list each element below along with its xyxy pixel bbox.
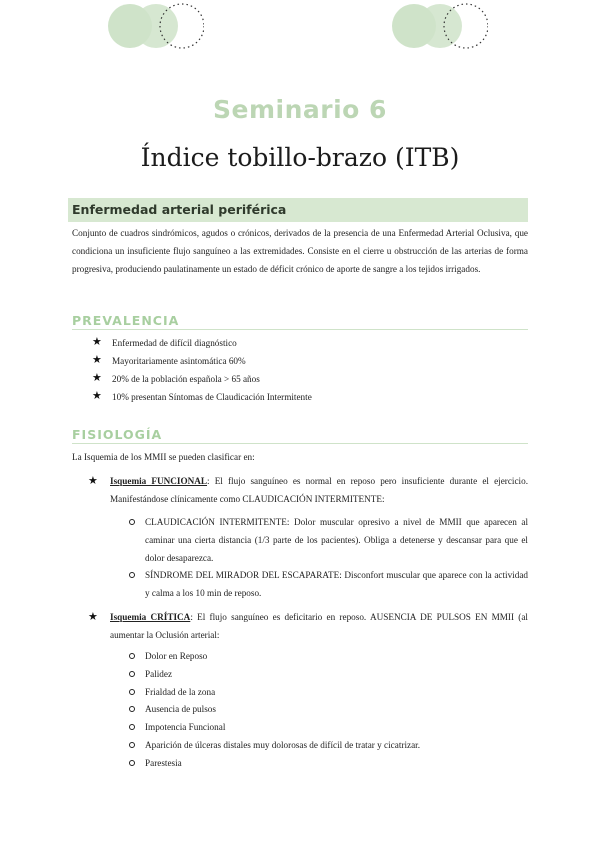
list-item: ★ 10% presentan Síntomas de Claudicación Intermitente — [92, 388, 522, 406]
list-item: Palidez — [145, 666, 528, 684]
isquemia-critica-term: Isquemia CRÍTICA — [110, 612, 191, 622]
critica-sublist — [145, 648, 528, 773]
list-item: Ausencia de pulsos — [145, 701, 528, 719]
decorative-circles-left-icon — [104, 0, 204, 52]
list-item: ★ Enfermedad de difícil diagnóstico — [92, 334, 522, 352]
list-item: Parestesia — [145, 755, 528, 773]
circle-bullet-icon — [129, 742, 135, 748]
circle-bullet-icon — [129, 653, 135, 659]
fisiologia-divider — [72, 443, 528, 444]
section-heading: Enfermedad arterial periférica — [72, 202, 287, 217]
list-item: Impotencia Funcional — [145, 719, 528, 737]
isquemia-funcional-block — [88, 472, 528, 508]
list-item: ★ Mayoritariamente asintomática 60% — [92, 352, 522, 370]
list-item: Dolor en Reposo — [145, 648, 528, 666]
circle-bullet-icon — [129, 519, 135, 525]
star-bullet-icon: ★ — [92, 389, 102, 402]
isquemia-funcional-text: : El flujo sanguíneo es normal en reposo pero insuficiente durante el ejercicio. Manifestándose clínicamente como CLAUDICACIÓN INTERMITENTE: — [110, 476, 528, 504]
list-item: SÍNDROME DEL MIRADOR DEL ESCAPARATE: Disconfort muscular que aparece con la actividad y calma a los 10 min de reposo. — [145, 567, 528, 603]
circle-bullet-icon — [129, 724, 135, 730]
circle-bullet-icon — [129, 706, 135, 712]
list-item: ★ 20% de la población española > 65 años — [92, 370, 522, 388]
isquemia-critica-block — [88, 608, 528, 644]
isquemia-funcional-term: Isquemia FUNCIONAL — [110, 476, 208, 486]
prevalencia-divider — [72, 329, 528, 330]
funcional-sublist — [145, 514, 528, 603]
circle-bullet-icon — [129, 671, 135, 677]
section-heading-bar — [68, 198, 528, 222]
star-bullet-icon: ★ — [88, 474, 98, 487]
list-item: Frialdad de la zona — [145, 684, 528, 702]
circle-bullet-icon — [129, 760, 135, 766]
star-bullet-icon: ★ — [92, 371, 102, 384]
isquemia-critica-text: : El flujo sanguíneo es deficitario en reposo. AUSENCIA DE PULSOS EN MMII (al aumentar la Oclusión arterial: — [110, 612, 528, 640]
intro-paragraph: Conjunto de cuadros sindrómicos, agudos o crónicos, derivados de la presencia de una Enfermedad Arterial Oclusiva, que condiciona un insuficiente flujo sanguíneo a las extremidades. Consiste en el cierre u obstrucción de las arterias de forma progresiva, produciendo paulatinamente un estado de déficit crónico de aporte de sangre a los tejidos irrigados. — [72, 228, 528, 275]
star-bullet-icon: ★ — [92, 335, 102, 348]
star-bullet-icon: ★ — [92, 353, 102, 366]
decorative-circles-right-icon — [388, 0, 488, 52]
page-title: Índice tobillo-brazo (ITB) — [140, 143, 460, 172]
list-item: CLAUDICACIÓN INTERMITENTE: Dolor muscular opresivo a nivel de MMII que aparecen al caminar una cierta distancia (1/3 parte de los pacientes). Obliga a detenerse y descansar para que el dolor desaparezca. — [145, 514, 528, 567]
fisiologia-heading: FISIOLOGÍA — [72, 427, 163, 442]
circle-bullet-icon — [129, 689, 135, 695]
list-item: Aparición de úlceras distales muy dolorosas de difícil de tratar y cicatrizar. — [145, 737, 528, 755]
fisiologia-lead: La Isquemia de los MMII se pueden clasificar en: — [72, 452, 255, 462]
star-bullet-icon: ★ — [88, 610, 98, 623]
prevalencia-heading: PREVALENCIA — [72, 313, 180, 328]
prevalencia-list — [92, 334, 522, 406]
circle-bullet-icon — [129, 572, 135, 578]
seminar-label: Seminario 6 — [213, 95, 387, 124]
